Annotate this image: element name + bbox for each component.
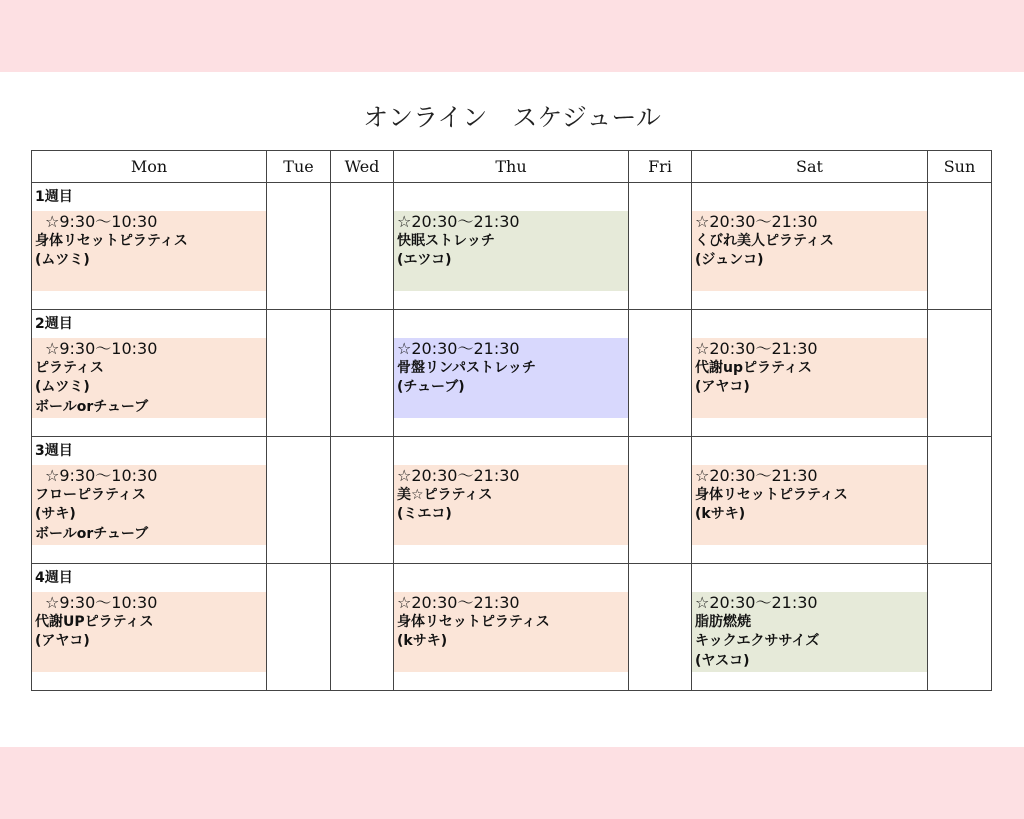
class-time: ☆9:30～10:30 xyxy=(45,212,158,231)
week-row xyxy=(32,183,992,310)
class-equipment: ボールorチューブ xyxy=(35,398,149,415)
class-name-sub: キックエクササイズ xyxy=(695,633,820,649)
class-instructor: (ムツミ) xyxy=(35,379,90,395)
class-name: 骨盤リンパストレッチ xyxy=(397,359,536,376)
wed-cell xyxy=(331,310,394,437)
mon-cell xyxy=(32,183,267,310)
class-slot xyxy=(32,338,266,418)
sun-cell xyxy=(928,183,992,310)
class-slot xyxy=(394,211,628,291)
class-name: 身体リセットピラティス xyxy=(35,232,188,249)
class-time: ☆9:30～10:30 xyxy=(45,593,158,612)
class-time: ☆20:30～21:30 xyxy=(397,212,520,231)
class-slot xyxy=(394,592,628,672)
tue-cell xyxy=(267,310,331,437)
class-name: 代謝UPピラティス xyxy=(35,613,154,630)
page-title: オンライン スケジュール xyxy=(363,103,661,132)
day-header-tue: Tue xyxy=(267,151,331,183)
day-header-mon: Mon xyxy=(32,151,267,183)
class-name: 代謝upピラティス xyxy=(695,359,812,376)
class-time: ☆20:30～21:30 xyxy=(397,339,520,358)
class-time: ☆20:30～21:30 xyxy=(695,466,818,485)
class-name: フローピラティス xyxy=(35,486,146,503)
week-row xyxy=(32,437,992,564)
day-header-sat: Sat xyxy=(692,151,928,183)
tue-cell xyxy=(267,437,331,564)
week-label: 4週目 xyxy=(35,570,73,586)
class-instructor: (ミエコ) xyxy=(397,506,452,522)
mon-cell xyxy=(32,564,267,691)
fri-cell xyxy=(629,310,692,437)
sun-cell xyxy=(928,437,992,564)
thu-cell xyxy=(394,564,629,691)
week-row xyxy=(32,564,992,691)
fri-cell xyxy=(629,183,692,310)
header-row xyxy=(32,151,992,183)
class-instructor: (kサキ) xyxy=(695,506,746,522)
class-time: ☆20:30～21:30 xyxy=(397,466,520,485)
class-slot xyxy=(394,338,628,418)
class-slot xyxy=(692,338,927,418)
class-slot xyxy=(32,592,266,672)
fri-cell xyxy=(629,437,692,564)
class-slot xyxy=(692,465,927,545)
class-slot xyxy=(32,465,266,545)
week-row xyxy=(32,310,992,437)
thu-cell xyxy=(394,437,629,564)
sat-cell xyxy=(692,437,928,564)
class-name: くびれ美人ピラティス xyxy=(695,232,834,249)
class-time: ☆20:30～21:30 xyxy=(695,339,818,358)
class-instructor: (ジュンコ) xyxy=(695,252,764,268)
day-header-sun: Sun xyxy=(928,151,992,183)
wed-cell xyxy=(331,437,394,564)
sat-cell xyxy=(692,564,928,691)
class-time: ☆20:30～21:30 xyxy=(695,212,818,231)
class-instructor: (サキ) xyxy=(35,506,76,522)
wed-cell xyxy=(331,183,394,310)
class-slot xyxy=(692,211,927,291)
class-time: ☆9:30～10:30 xyxy=(45,466,158,485)
fri-cell xyxy=(629,564,692,691)
class-name: 美☆ピラティス xyxy=(397,486,493,503)
class-time: ☆20:30～21:30 xyxy=(397,593,520,612)
sun-cell xyxy=(928,564,992,691)
class-name: 身体リセットピラティス xyxy=(695,486,848,503)
class-instructor: (ヤスコ) xyxy=(695,652,750,669)
class-instructor: (アヤコ) xyxy=(35,633,90,649)
sun-cell xyxy=(928,310,992,437)
class-name: 身体リセットピラティス xyxy=(397,613,550,630)
class-instructor: (kサキ) xyxy=(397,633,448,649)
class-equipment: ボールorチューブ xyxy=(35,525,149,542)
class-name: ピラティス xyxy=(35,359,104,376)
class-instructor: (エツコ) xyxy=(397,252,452,268)
thu-cell xyxy=(394,183,629,310)
class-instructor: (アヤコ) xyxy=(695,379,750,395)
week-label: 2週目 xyxy=(35,316,73,332)
sat-cell xyxy=(692,183,928,310)
class-name: 脂肪燃焼 xyxy=(695,613,751,630)
class-time: ☆20:30～21:30 xyxy=(695,593,818,612)
week-label: 3週目 xyxy=(35,443,73,459)
thu-cell xyxy=(394,310,629,437)
day-header-fri: Fri xyxy=(629,151,692,183)
sat-cell xyxy=(692,310,928,437)
class-slot xyxy=(32,211,266,291)
tue-cell xyxy=(267,564,331,691)
class-equipment: (チューブ) xyxy=(397,379,465,395)
mon-cell xyxy=(32,437,267,564)
mon-cell xyxy=(32,310,267,437)
class-slot xyxy=(692,592,927,672)
week-label: 1週目 xyxy=(35,189,73,205)
class-name: 快眠ストレッチ xyxy=(397,232,495,249)
day-header-wed: Wed xyxy=(331,151,394,183)
day-header-thu: Thu xyxy=(394,151,629,183)
class-time: ☆9:30～10:30 xyxy=(45,339,158,358)
top-band xyxy=(0,0,1024,72)
class-instructor: (ムツミ) xyxy=(35,252,90,268)
bottom-band xyxy=(0,747,1024,819)
wed-cell xyxy=(331,564,394,691)
tue-cell xyxy=(267,183,331,310)
class-slot xyxy=(394,465,628,545)
schedule-table xyxy=(31,150,992,691)
